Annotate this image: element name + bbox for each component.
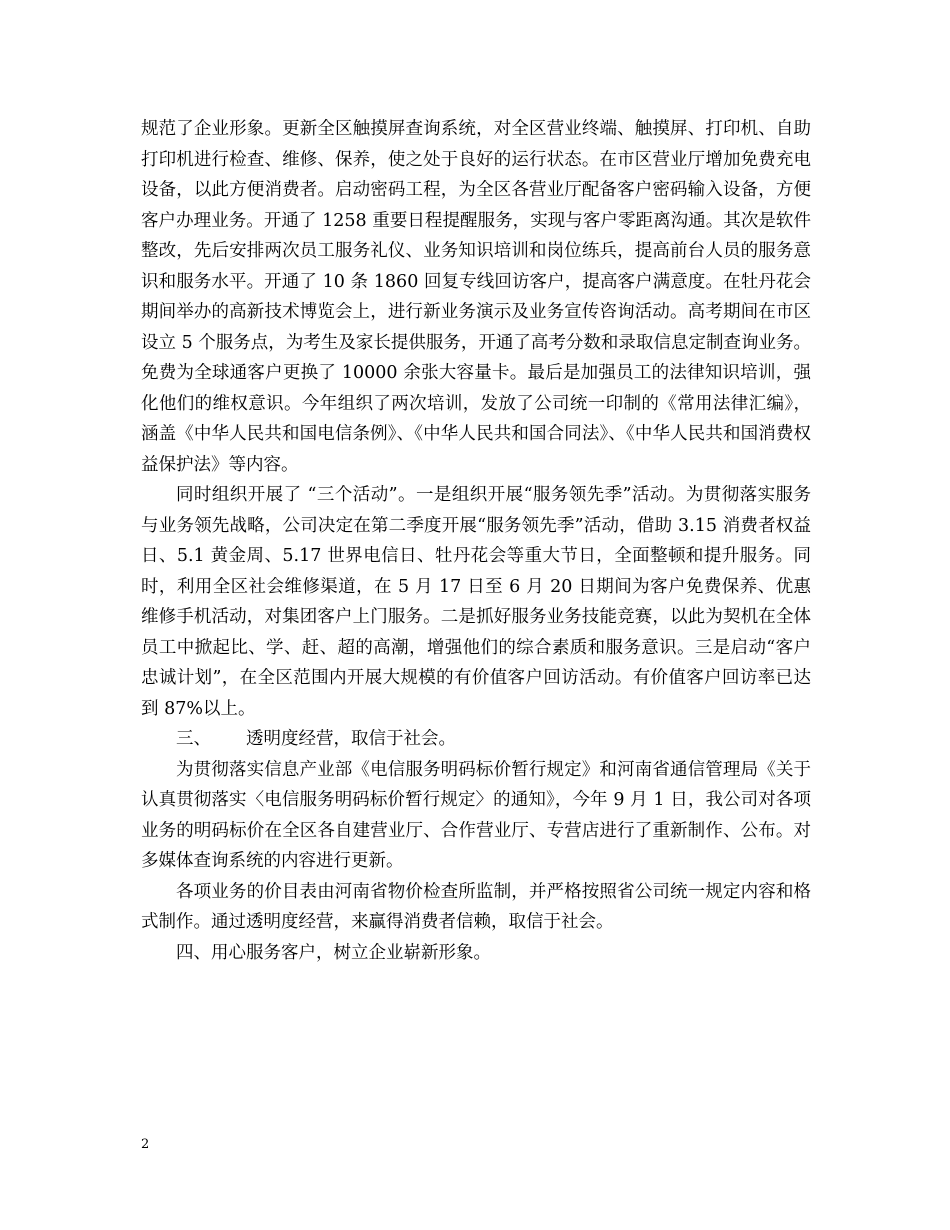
paragraph-service-improvements: 规范了企业形象。更新全区触摸屏查询系统，对全区营业终端、触摸屏、打印机、自助打印机进行检查、维修、保养，使之处于良好的运行状态。在市区营业厅增加免费充电设备，以此方便消费者。启动密码工程，为全区各营业厅配备客户密码输入设备，方便客户办理业务。开通了 1258 重要日程提醒服务，实现与客户零距离沟通。其次是软件整改，先后安排两次员工服务礼仪、业务知识培训和岗位练兵，提高前台人员的服务意识和服务水平。开通了 10 条 1860 回复专线回访客户，提高客户满意度。在牡丹花会期间举办的高新技术博览会上，进行新业务演示及业务宣传咨询活动。高考期间在市区设立 5 个服务点，为考生及家长提供服务，开通了高考分数和录取信息定制查询业务。免费为全球通客户更换了 10000 余张大容量卡。最后是加强员工的法律知识培训，强化他们的维权意识。今年组织了两次培训，发放了公司统一印制的《常用法律汇编》，涵盖《中华人民共和国电信条例》、《中华人民共和国合同法》、《中华人民共和国消费权益保护法》等内容。 [141,119,811,475]
section-heading-four: 四、用心服务客户，树立企业崭新形象。 [176,942,491,963]
section-title: 透明度经营，取信于社会。 [246,729,456,749]
paragraph-three-activities: 同时组织开展了 “三个活动”。一是组织开展“服务领先季”活动。为贯彻落实服务与业务领先战略，公司决定在第二季度开展“服务领先季”活动，借助 3.15 消费者权益日、5.1 黄金周、5.17 世界电信日、牡丹花会等重大节日，全面整顿和提升服务。同时，利用全区社会维修渠道，在 5 月 17 日至 6 月 20 日期间为客户免费保养、优惠维修手机活动，对集团客户上门服务。二是抓好服务业务技能竞赛，以此为契机在全体员工中掀起比、学、赶、超的高潮，增强他们的综合素质和服务意识。三是启动“客户忠诚计划”，在全区范围内开展大规模的有价值客户回访活动。有价值客户回访率已达到 87%以上。 [141,485,811,719]
paragraph-price-list: 各项业务的价目表由河南省物价检查所监制，并严格按照省公司统一规定内容和格式制作。通过透明度经营，来赢得消费者信赖，取信于社会。 [141,881,811,932]
page-body [141,114,811,968]
section-heading-three [141,724,811,755]
page-number: 2 [141,1137,150,1152]
section-number: 三、 [176,729,211,749]
paragraph-price-disclosure: 为贯彻落实信息产业部《电信服务明码标价暂行规定》和河南省通信管理局《关于认真贯彻落实〈电信服务明码标价暂行规定〉的通知》，今年 9 月 1 日，我公司对各项业务的明码标价在全区各自建营业厅、合作营业厅、专营店进行了重新制作、公布。对多媒体查询系统的内容进行更新。 [141,759,811,871]
